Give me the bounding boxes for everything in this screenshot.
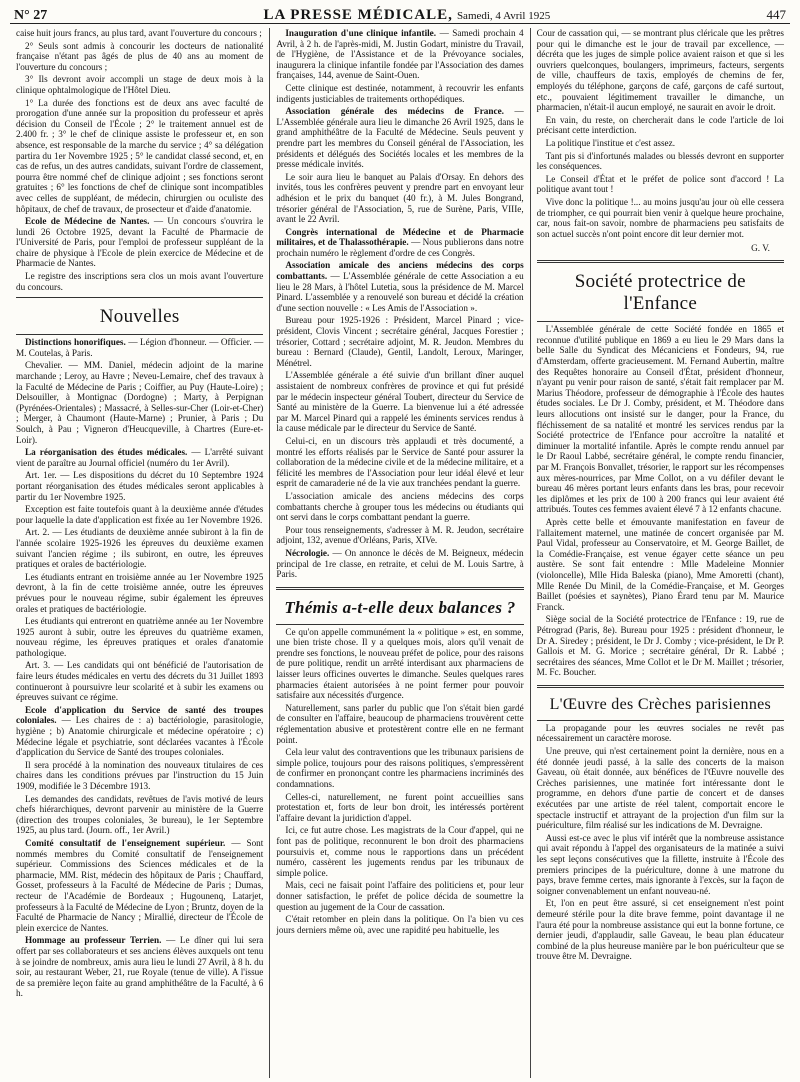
author-signature: G. V. (751, 243, 770, 254)
paragraph: 3° Ils devront avoir accompli un stage de deux mois à la clinique ophtalmologique de l'Hôtel Dieu. (16, 74, 264, 95)
news-heading: Ecole de Médecine de Nantes. (25, 216, 150, 227)
news-heading: Distinctions honorifiques. (25, 337, 126, 348)
news-heading: Ecole d'application du Service de santé des troupes coloniales. (16, 704, 264, 726)
journal-title: LA PRESSE MÉDICALE, (263, 7, 453, 23)
column-left (10, 28, 269, 1078)
paragraph: Les étudiants qui entreront en quatrième année au 1er Novembre 1925 auront à subir, outre les épreuves du quatrième examen, nouveau régime, les épreuves pratiques et orales d'anatomie pathologique. (16, 616, 264, 658)
divider (537, 720, 784, 721)
paragraph: Ici, ce fut autre chose. Les magistrats de la Cour d'appel, qui ne font pas de politique, reconnurent le bon droit des pharmaciens poursuivis et, comme nous le rapportions dans un précédent numéro, cassèrent les jugements rendus par les tribunaux de simple police. (276, 825, 524, 878)
page-header (10, 6, 790, 24)
news-heading: Association amicale des anciens médecins des corps combattants. (276, 260, 524, 282)
paragraph: Bureau pour 1925-1926 : Président, Marcel Pinard ; vice-président, Clovis Vincent ; secrétaire général, Jacques Forestier ; trésorier, Cottard ; secrétaire adjoint, M. R. Jeudon. Membres du bureau : Bernard (Claude), Gentil, Landolt, Leroux, Maringer, Ménétrel. (276, 315, 524, 368)
paragraph: Chevalier. — MM. Daniel, médecin adjoint de la marine marchande ; Leroy, au Havre ; Neveu-Lemaire, chef des travaux à la Faculté de Médecine de Paris ; Coiffier, au Puy (Haute-Loire) ; Delsouiller, à Montignac (Dordogne) ; Marty, à Perpignan (Pyrénées-Orientales) ; Massacré, à Selles-sur-Cher (Loir-et-Cher) ; Merger, à Chaumont (Haute-Marne) ; Prunier, à Paris ; Du Soulch, à Pau ; Vigneron d'Heucqueville, à Chartres (Eure-et-Loir). (16, 360, 264, 445)
news-text: — Le dîner qui lui sera offert par ses collaborateurs et ses anciens élèves auxquels ont tenu à se joindre de nombreux, amis aura lieu le lundi 27 Avril, à 8 h. du soir, au restaurant Weber, 21, rue Royale (tenue de ville). A l'issue de sa première leçon faite au grand amphithéâtre de la Faculté, à 6 h. (16, 935, 264, 999)
section-title-nouvelles: Nouvelles (99, 306, 180, 328)
masthead (263, 6, 550, 24)
news-text: — L'Assemblée générale aura lieu le dimanche 26 Avril 1925, dans le grand amphithéâtre de la Faculté de Médecine. Seuls peuvent y prendre part les membres du Conseil général de l'Association, les présidents et délégués des Sociétés locales et les membres de la presse médicale invités. (276, 106, 524, 170)
news-item (276, 227, 523, 259)
news-item (16, 216, 263, 269)
news-text: — L'Assemblée générale de cette Association a eu lieu le 28 Mars, à l'hôtel Lutetia, sous la présidence de M. Marcel Pinard. L'assemblée y a renouvelé son bureau et décidé la création d'une section nouvelle : « Les Amis de l'Association ». (276, 271, 524, 313)
paragraph: Le Conseil d'État et le préfet de police sont d'accord ! La politique avant tout ! (536, 173, 784, 195)
paragraph: Celui-ci, en un discours très applaudi et très documenté, a montré les efforts réalisés par le Service de Santé pour assurer la collaboration de la médecine civile et de la médecine militaire, et a félicité les membres de l'Association pour leur idéal élevé et leur esprit de camaraderie né de la vie aux tranchées pendant la guerre. (276, 435, 524, 489)
news-item (16, 838, 263, 933)
news-text: — Sont nommés membres du Comité consultatif de l'enseignement supérieur. Commissions des Sciences médicales et de la pharmacie, MM. Rist, médecin des hôpitaux de Paris ; Chauffard, Gosset, professeurs à la Faculté de Médecine de Paris ; Dumas, recteur de l'Académie de Bordeaux ; Hugounenq, Latarjet, professeurs à la Faculté de Médecine de Lyon ; Bruntz, doyen de la Faculté de Pharmacie de Nancy ; Mirallié, directeur de l'École de plein exercice de Nantes. (16, 837, 264, 933)
column-middle (269, 28, 529, 1078)
news-text: — Nous publierons dans notre prochain numéro le règlement d'ordre de ces Congrès. (276, 237, 524, 258)
divider (16, 334, 263, 335)
news-item (16, 705, 263, 758)
paragraph: La propagande pour les œuvres sociales ne revêt pas nécessairement un caractère morose. (536, 722, 784, 744)
news-heading: Hommage au professeur Terrien. (25, 935, 162, 946)
news-item (16, 447, 263, 468)
divider (537, 260, 784, 263)
news-heading: Inauguration d'une clinique infantile. (285, 28, 437, 38)
news-heading: Nécrologie. (285, 547, 330, 558)
paragraph: Art. 1er. — Les dispositions du décret du 10 Septembre 1924 portant réorganisation des études médicales seront applicables à partir du 1er Novembre 1925. (16, 470, 264, 502)
page-number: 447 (766, 7, 786, 22)
article-title-oeuvre: L'Œuvre des Crèches parisiennes (549, 695, 772, 713)
news-text: — Samedi prochain 4 Avril, à 2 h. de l'après-midi, M. Justin Godart, ministre du Travail, de l'Hygiène, de l'Assistance et de la Prévoyance sociales, inaugurera la clinique infantile fondée par l'Association des dames françaises, 144, avenue de Saint-Ouen. (276, 28, 524, 81)
paragraph: La politique l'institue et c'est assez. (545, 137, 676, 148)
paragraph: Pour tous renseignements, s'adresser à M. R. Jeudon, secrétaire adjoint, 132, avenue d'Orléans, Paris, XIVe. (276, 524, 524, 546)
paragraph: Ce qu'on appelle communément la « politique » est, en somme, une bien triste chose. Il y a quelques mois, alors qu'il venait de prendre ses fonctions, le nouveau préfet de police, pour des raisons de pure politique, rendit un arrêté interdisant aux pharmaciens de laisser leurs officines ouvertes le dimanche. Seules quelques rares pharmacies étaient autorisées à ne point fermer pour pouvoir satisfaire aux nécessités d'urgence. (276, 626, 524, 701)
paragraph: Une preuve, qui n'est certainement point la dernière, nous en a été donnée jeudi passé, à la salle des concerts de la maison Gaveau, où était donnée, aux bénéfices de l'Œuvre nouvelle des Crèches parisiennes, une matinée fort intéressante dont le programme, en dehors d'une partie de concert et de danses exécutées par une artiste de réel talent, comportait encore le spectacle instructif et attrayant de la projection d'un film sur la puériculture, film réalisé sur les indications de M. Devraigne. (536, 746, 784, 831)
paragraph: Et, l'on en peut être assuré, si cet enseignement n'est point demeuré stérile pour la dite brave femme, point davantage il ne l'aura été pour la nombreuse assistance qui eut la bonne fortune, ce dernier jeudi, d'applaudir, salle Gaveau, le beau plan éducateur combiné de la plus heureuse manière par le bon puériculteur que se trouve être M. Devraigne. (536, 898, 784, 962)
news-heading: Comité consultatif de l'enseignement supérieur. (25, 837, 226, 848)
paragraph: 2° Seuls sont admis à concourir les docteurs de nationalité française n'étant pas âgés de plus de 40 ans au moment de l'ouverture du concours ; (16, 40, 264, 72)
paragraph: Aussi est-ce avec le plus vif intérêt que la nombreuse assistance qui avait répondu à l'appel des organisateurs de la matinée a suivi les sept leçons consécutives que la fillette, instruite à l'École des premiers principes de la puériculture, donne à une matrone du pays, brave femme certes, mais ignorante à l'excès, sur la façon de soigner convenablement un enfant nouveau-né. (536, 832, 784, 896)
paragraph: Vive donc la politique !... au moins jusqu'au jour où elle cessera de triompher, ce qui pourrait bien venir à quelque heure prochaine, car, nous fait-on savoir, nombre de pharmaciens peu satisfaits de son actuel succès n'ont point encore dit leur dernier mot. (536, 196, 784, 239)
paragraph: Les étudiants entrant en troisième année au 1er Novembre 1925 devront, à la fin de cette troisième année, outre les épreuves prévues pour le nouveau régime, subir également les épreuves orales et pratiques de bactériologie. (16, 571, 264, 614)
column-right (530, 28, 790, 1078)
paragraph: 1° La durée des fonctions est de deux ans avec faculté de prorogation d'une année sur la proposition du professeur et après décision du Conseil de l'École ; 2° le traitement annuel est de 2.400 fr. ; 3° le chef de clinique assiste le professeur et, en son absence, est responsable de la marche du service ; 4° sa délégation partira du 1er Novembre 1925 ; 5° le candidat classé second, et, en cas de refus, un des autres candidats, suivant l'ordre de classement, pourra être nommé chef de clinique adjoint ; ses fonctions seront gratuites ; 6° les fonctions de chef de clinique sont incompatibles avec celles de suppléant, de médecin, chirurgien ou oculiste des hôpitaux, de chef de travaux, de prosecteur et d'aide d'anatomie. (16, 97, 264, 214)
paragraph: Après cette belle et émouvante manifestation en faveur de l'allaitement maternel, une matinée de concert organisée par M. Paul Vidal, professeur au Conservatoire, et M. George Baillet, de la Comédie-Française, est venue égayer cette séance un peu austère. Se sont fait entendre : Mlle Madeleine Monnier (violoncelle), Mlle Hida Baleska (piano), Mme Amoretti (chant), Mlle Renée Du Minil, de la Comédie-Française, et M. Georges Baillet (poésies et saynètes), Piano Érard tenu par M. Maurice Franck. (536, 516, 784, 612)
news-text: — L'arrêté suivant vient de paraître au Journal officiel (numéro du 1er Avril). (16, 447, 264, 468)
paragraph: Les demandes des candidats, revêtues de l'avis motivé de leurs chefs hiérarchiques, devront parvenir au ministère de la Guerre (direction des troupes coloniales, 3e bureau), le 1er Septembre 1925, au plus tard. (Journ. off., 1er Avril.) (16, 793, 264, 836)
issue-date: Samedi, 4 Avril 1925 (456, 10, 551, 22)
issue-number: N° 27 (14, 8, 48, 23)
paragraph: Le registre des inscriptions sera clos un mois avant l'ouverture du concours. (16, 271, 264, 292)
paragraph: Cour de cassation qui, — se montrant plus cléricale que les prêtres pour qui le dimanche est le jour de travail par excellence, — décréta que les juges de simple police avaient raison et que si les ouvriers quelconques, boulangers, imprimeurs, facteurs, sergents de ville, chauffeurs de taxis, employés de chemins de fer, employés du téléphone, garçons de café, garçons de café surtout, etc., pouvaient légitimement travailler le dimanche, un pharmacien, n'était-il aucun employé, ne saurait en avoir le droit. (536, 28, 784, 113)
news-item (16, 935, 263, 999)
paragraph: Il sera procédé à la nomination des nouveaux titulaires de ces chaires dans les conditions prévues par l'instruction du 15 Juin 1909, modifiée le 3 Décembre 1913. (16, 759, 264, 791)
columns (10, 28, 790, 1078)
paragraph: L'Assemblée générale a été suivie d'un brillant dîner auquel assistaient de nombreux confrères de province et qui fut présidé par le médecin inspecteur général Toubert, directeur du Service de Santé au ministère de la Guerre. La bienvenue lui a été adressée par M. Marcel Pinard qui a rappelé les éminents services rendus à la cause médicale par le directeur du Service de Santé. (276, 370, 524, 434)
news-item (276, 548, 523, 580)
news-text: — Les chaires de : a) bactériologie, parasitologie, hygiène ; b) Anatomie chirurgicale et médecine opératoire ; c) Médecine légale et psychiatrie, sont déclarées vacantes à l'École d'application du Service de Santé des troupes coloniales. (16, 715, 264, 758)
news-text: — Légion d'honneur. — Officier. — M. Coutelas, à Paris. (16, 337, 264, 358)
paragraph: Tant pis si d'infortunés malades ou blessés devront en supporter les conséquences. (536, 150, 784, 172)
paragraph: En vain, du reste, on chercherait dans le code l'article de loi précisant cette interdiction. (536, 114, 784, 136)
article-title-themis: Thémis a-t-elle deux balances ? (284, 597, 516, 617)
news-text: — Un concours s'ouvrira le lundi 26 Octobre 1925, devant la Faculté de Pharmacie de l'Université de Paris, pour l'emploi de professeur suppléant de la chaire de physique à l'Ecole de plein exercice de Médecine et de Pharmacie de Nantes. (16, 216, 264, 269)
paragraph: Art. 3. — Les candidats qui ont bénéficié de l'autorisation de faire leurs études médicales en vertu des décrets du 31 Juillet 1893 continueront à poursuivre leur scolarité et à subir les examens ou épreuves suivant ce régime. (16, 660, 264, 703)
news-text: — On annonce le décès de M. Beigneux, médecin principal de 1re classe, en retraite, et celui de M. Louis Sartre, à Paris. (276, 547, 524, 580)
paragraph: Siège social de la Société protectrice de l'Enfance : 19, rue de Pétrograd (Paris, 8e). Bureau pour 1925 : président d'honneur, le Dr A. Siredey ; président, le Dr J. Comby ; vice-président, le Dr P. Gallois et M. G. Morice ; secrétaire général, Dr R. Labbé ; secrétaires des séances, Mme Collot et le Dr M. Maillet ; trésorier, M. Fc. Boucher. (536, 614, 784, 678)
paragraph: Le soir aura lieu le banquet au Palais d'Orsay. En dehors des invités, tous les confrères peuvent y prendre part en envoyant leur adhésion et le prix du banquet (40 fr.), à M. Jules Bongrand, trésorier général de l'Association, 5, rue de Surène, Paris, VIIIe, avant le 22 Avril. (276, 171, 524, 225)
paragraph: Cela leur valut des contraventions que les tribunaux parisiens de simple police, toujours pour des raisons politiques, s'empressèrent de confirmer en prononçant contre les pharmaciens incriminés des condamnations. (276, 747, 524, 789)
paragraph: Cette clinique est destinée, notamment, à recouvrir les enfants indigents justiciables de traitements orthopédiques. (276, 82, 524, 104)
divider (537, 685, 784, 688)
news-heading: Association générale des médecins de France. (285, 106, 504, 117)
news-item (276, 28, 523, 81)
divider (537, 321, 784, 322)
news-heading: Congrès international de Médecine et de Pharmacie militaires, et de Thalassothérapie. (276, 226, 524, 248)
paragraph: Mais, ceci ne faisait point l'affaire des politiciens et, pour leur donner satisfaction, le préfet de police décida de soumettre la question au jugement de la Cour de cassation. (276, 880, 524, 912)
paragraph: L'association amicale des anciens médecins des corps combattants cherche à grouper tous les médecins ou étudiants qui ont servi dans le corps combattant pendant la guerre. (276, 490, 524, 523)
news-item (276, 260, 523, 313)
paragraph: Exception est faite toutefois quant à la deuxième année d'études pour laquelle la date d'application est fixée au 1er Novembre 1926. (16, 504, 264, 525)
divider (276, 624, 523, 625)
paragraph: C'était retomber en plein dans la politique. On l'a bien vu ces jours derniers même où, avec une rapidité peu habituelle, les (276, 914, 524, 935)
news-item (16, 337, 263, 358)
paragraph: caise huit jours francs, au plus tard, avant l'ouverture du concours ; (16, 28, 262, 38)
paragraph: Art. 2. — Les étudiants de deuxième année subiront à la fin de l'année scolaire 1925-1926 les épreuves du deuxième examen suivant l'ancien régime ; ils subiront, en outre, les épreuves pratiques et orales de bactériologie. (16, 527, 264, 570)
divider (276, 587, 523, 590)
paragraph: L'Assemblée générale de cette Société fondée en 1865 et reconnue d'utilité publique en 1869 a eu lieu le 29 Mars dans la belle Salle du Syndicat des Mécaniciens et Fondeurs, 94, rue d'Amsterdam, offerte gracieusement. M. Fernand Aubertin, maître des Requêtes honoraire au Conseil d'État, président d'honneur, n'ayant pu venir pour raison de santé, s'était fait remplacer par M. Marius Théodore, professeur de démographie à l'École des hautes études sociales. Le Dr J. Comby, président, et M. Théodore dans leurs allocutions ont insisté sur le danger, pour la France, du fléchissement de sa natalité et montré les services rendus par la Société protectrice de l'Enfance pour accroître la natalité et diminuer la mortalité infantile. Après le compte rendu annuel par le Dr Raoul Labbé, secrétaire général, le compte rendu financier, par M. François Bonvallet, trésorier, le rapport sur les récompenses aux mères-nourrices, par Mme Collot, on a vu défiler devant le bureau 46 mères portant leurs enfants dans les bras, pour recevoir les diplômes et les prix de 100 à 200 francs qui leur avaient été attribués. Toutes ces femmes avaient élevé 7 à 12 enfants chacune. (536, 324, 784, 515)
article-title-societe: Société protectrice de l'Enfance (574, 271, 746, 315)
paragraph: Naturellement, sans parler du public que l'on s'était bien gardé de consulter en l'affaire, beaucoup de pharmaciens trouvèrent cette réglementation abusive et protestèrent contre elle en ne fermant point. (276, 702, 524, 745)
divider (16, 297, 263, 298)
news-item (276, 106, 523, 170)
news-heading: La réorganisation des études médicales. (25, 447, 188, 458)
paragraph: Celles-ci, naturellement, ne furent point accueillies sans protestation et, forts de leur bon droit, les intéressés portèrent l'affaire devant la juridiction d'appel. (276, 791, 524, 823)
